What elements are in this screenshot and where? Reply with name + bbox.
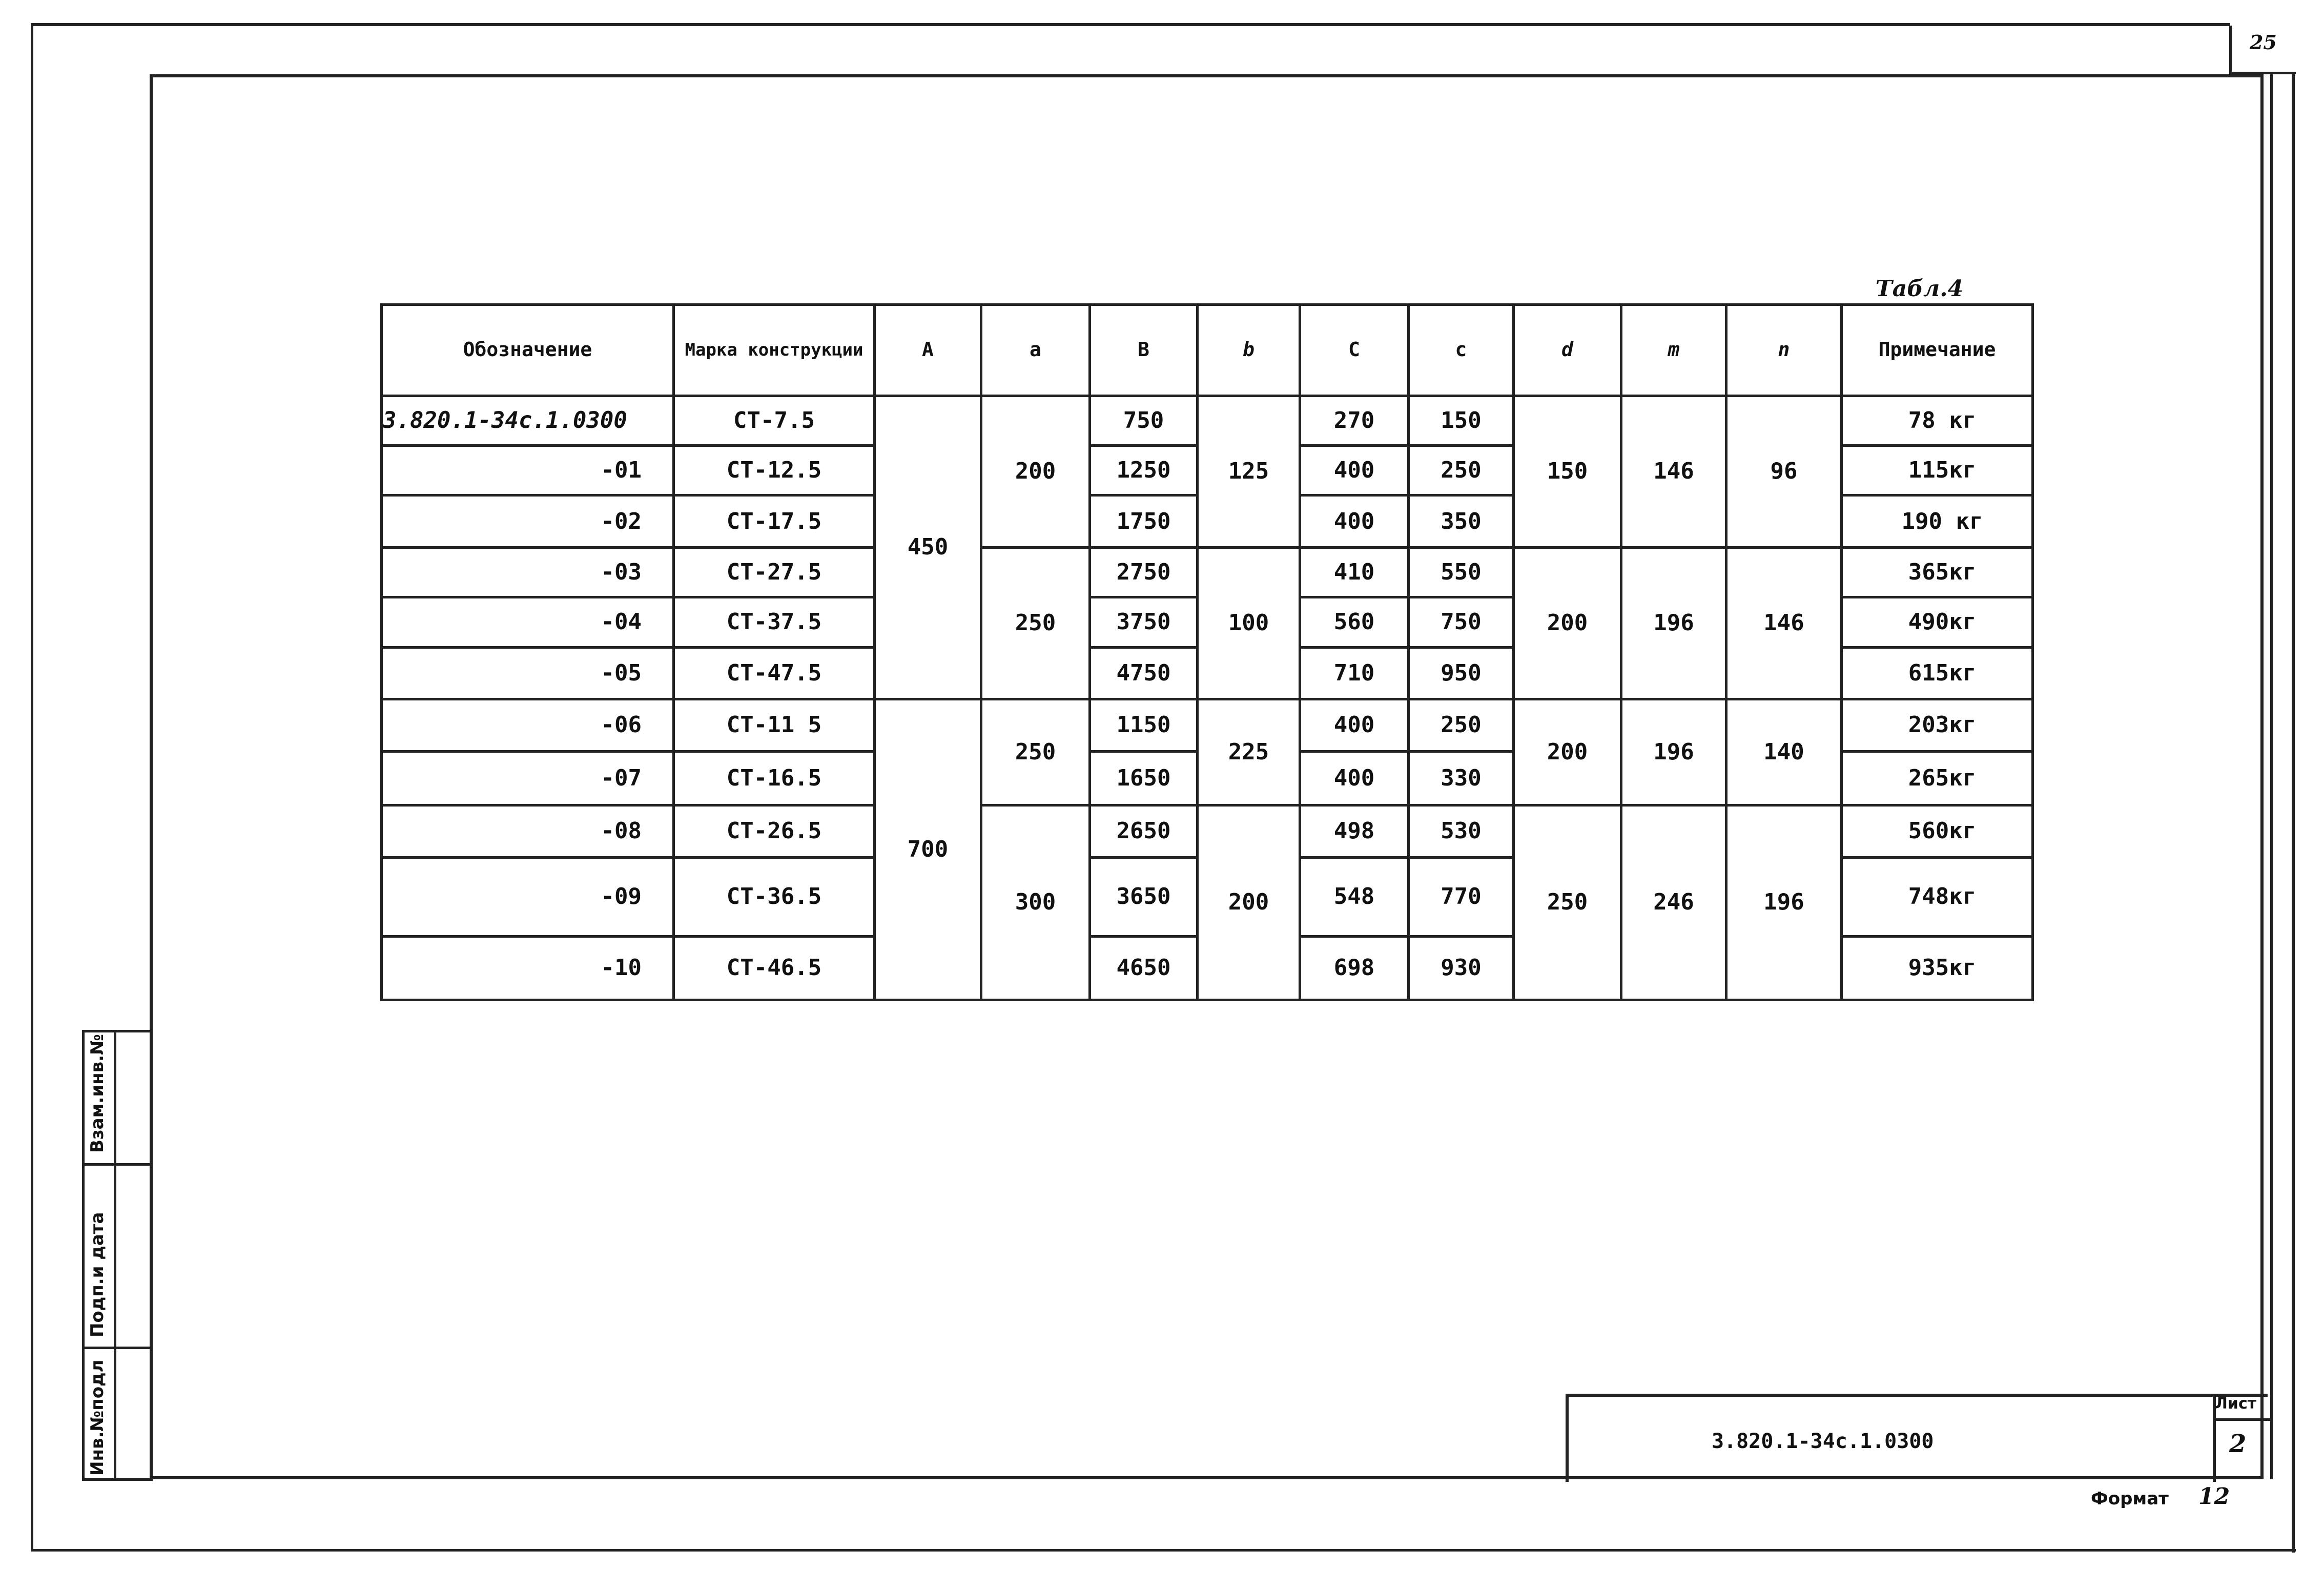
header-mark: Марка конструкции <box>674 305 875 396</box>
note-cell: 935кг <box>1842 937 2033 1000</box>
note-cell: 490кг <box>1842 597 2033 647</box>
note-cell: 203кг <box>1842 699 2033 751</box>
mark-cell: СТ-47.5 <box>674 647 875 699</box>
c-cell: 350 <box>1409 495 1514 547</box>
d-cell: 150 <box>1514 396 1621 547</box>
note-cell: 115кг <box>1842 446 2033 495</box>
c-cell: 530 <box>1409 805 1514 857</box>
table-row <box>382 396 2033 445</box>
C-cell: 400 <box>1300 495 1409 547</box>
header-A: А <box>875 305 981 396</box>
header-C: С <box>1300 305 1409 396</box>
m-cell: 246 <box>1621 805 1726 1000</box>
d-cell: 250 <box>1514 805 1621 1000</box>
c-cell: 330 <box>1409 751 1514 805</box>
C-cell: 400 <box>1300 751 1409 805</box>
B-cell: 4750 <box>1090 647 1198 699</box>
table-row <box>382 699 2033 751</box>
mark-cell: СТ-27.5 <box>674 547 875 597</box>
designation-cell: -10 <box>382 937 674 1000</box>
a-cell: 200 <box>981 396 1090 547</box>
header-a: а <box>981 305 1090 396</box>
C-cell: 548 <box>1300 857 1409 936</box>
C-cell: 410 <box>1300 547 1409 597</box>
mark-cell: СТ-36.5 <box>674 857 875 936</box>
C-cell: 270 <box>1300 396 1409 445</box>
designation-cell: -08 <box>382 805 674 857</box>
note-cell: 78 кг <box>1842 396 2033 445</box>
b-cell: 200 <box>1198 805 1300 1000</box>
C-cell: 400 <box>1300 446 1409 495</box>
mark-cell: СТ-11 5 <box>674 699 875 751</box>
a-cell: 250 <box>981 699 1090 805</box>
b-cell: 125 <box>1198 396 1300 547</box>
header-c: с <box>1409 305 1514 396</box>
mark-cell: СТ-26.5 <box>674 805 875 857</box>
c-cell: 250 <box>1409 699 1514 751</box>
note-cell: 560кг <box>1842 805 2033 857</box>
B-cell: 2750 <box>1090 547 1198 597</box>
sheet-cell-divider <box>2213 1418 2270 1421</box>
c-cell: 770 <box>1409 857 1514 936</box>
B-cell: 3750 <box>1090 597 1198 647</box>
side-stamp-divider <box>82 1347 153 1349</box>
designation-cell: 3.820.1-34с.1.0300 <box>382 396 674 445</box>
C-cell: 710 <box>1300 647 1409 699</box>
format-value: 12 <box>2198 1483 2230 1510</box>
c-cell: 750 <box>1409 597 1514 647</box>
c-cell: 150 <box>1409 396 1514 445</box>
designation-cell: -04 <box>382 597 674 647</box>
n-cell: 96 <box>1726 396 1842 547</box>
C-cell: 498 <box>1300 805 1409 857</box>
A-cell: 450 <box>875 396 981 699</box>
mark-cell: СТ-16.5 <box>674 751 875 805</box>
A-cell: 700 <box>875 699 981 1000</box>
B-cell: 1650 <box>1090 751 1198 805</box>
c-cell: 250 <box>1409 446 1514 495</box>
mark-cell: СТ-37.5 <box>674 597 875 647</box>
designation-cell: -03 <box>382 547 674 597</box>
page-number: 25 <box>2250 31 2277 54</box>
a-cell: 300 <box>981 805 1090 1000</box>
inv-label: Инв.№подл <box>87 1359 108 1476</box>
note-cell: 748кг <box>1842 857 2033 936</box>
inner-frame-right-double <box>2270 74 2273 1479</box>
c-cell: 550 <box>1409 547 1514 597</box>
sheet-label: Лист <box>2215 1395 2257 1413</box>
replace-label: Взам.инв.№ <box>87 1034 108 1153</box>
C-cell: 400 <box>1300 699 1409 751</box>
B-cell: 3650 <box>1090 857 1198 936</box>
format-label: Формат <box>2091 1488 2169 1509</box>
header-m: m <box>1621 305 1726 396</box>
m-cell: 196 <box>1621 699 1726 805</box>
header-b: b <box>1198 305 1300 396</box>
designation-cell: -01 <box>382 446 674 495</box>
n-cell: 140 <box>1726 699 1842 805</box>
n-cell: 196 <box>1726 805 1842 1000</box>
designation-cell: -05 <box>382 647 674 699</box>
header-B: В <box>1090 305 1198 396</box>
side-stamp-divider <box>114 1030 116 1481</box>
designation-cell: -02 <box>382 495 674 547</box>
designation-cell: -09 <box>382 857 674 936</box>
sign-label: Подп.и дата <box>87 1212 108 1337</box>
d-cell: 200 <box>1514 547 1621 699</box>
a-cell: 250 <box>981 547 1090 699</box>
m-cell: 196 <box>1621 547 1726 699</box>
note-cell: 365кг <box>1842 547 2033 597</box>
designation-cell: -07 <box>382 751 674 805</box>
B-cell: 750 <box>1090 396 1198 445</box>
table-title: Табл.4 <box>1876 276 1964 302</box>
header-note: Примечание <box>1842 305 2033 396</box>
B-cell: 1150 <box>1090 699 1198 751</box>
B-cell: 4650 <box>1090 937 1198 1000</box>
b-cell: 100 <box>1198 547 1300 699</box>
mark-cell: СТ-46.5 <box>674 937 875 1000</box>
document-code: 3.820.1-34с.1.0300 <box>1712 1430 1934 1453</box>
side-stamp-divider <box>82 1163 153 1166</box>
note-cell: 615кг <box>1842 647 2033 699</box>
c-cell: 930 <box>1409 937 1514 1000</box>
outer-frame-right <box>2292 72 2295 1553</box>
header-designation: Обозначение <box>382 305 674 396</box>
c-cell: 950 <box>1409 647 1514 699</box>
mark-cell: СТ-17.5 <box>674 495 875 547</box>
mark-cell: СТ-7.5 <box>674 396 875 445</box>
header-n: n <box>1726 305 1842 396</box>
C-cell: 698 <box>1300 937 1409 1000</box>
designation-cell: -06 <box>382 699 674 751</box>
table-header-row <box>382 305 2033 396</box>
table-row <box>382 805 2033 857</box>
note-cell: 190 кг <box>1842 495 2033 547</box>
spec-table <box>380 303 2034 1001</box>
m-cell: 146 <box>1621 396 1726 547</box>
B-cell: 1750 <box>1090 495 1198 547</box>
b-cell: 225 <box>1198 699 1300 805</box>
d-cell: 200 <box>1514 699 1621 805</box>
sheet-number: 2 <box>2229 1430 2247 1458</box>
mark-cell: СТ-12.5 <box>674 446 875 495</box>
n-cell: 146 <box>1726 547 1842 699</box>
B-cell: 1250 <box>1090 446 1198 495</box>
note-cell: 265кг <box>1842 751 2033 805</box>
B-cell: 2650 <box>1090 805 1198 857</box>
C-cell: 560 <box>1300 597 1409 647</box>
header-d: d <box>1514 305 1621 396</box>
table-row <box>382 547 2033 597</box>
